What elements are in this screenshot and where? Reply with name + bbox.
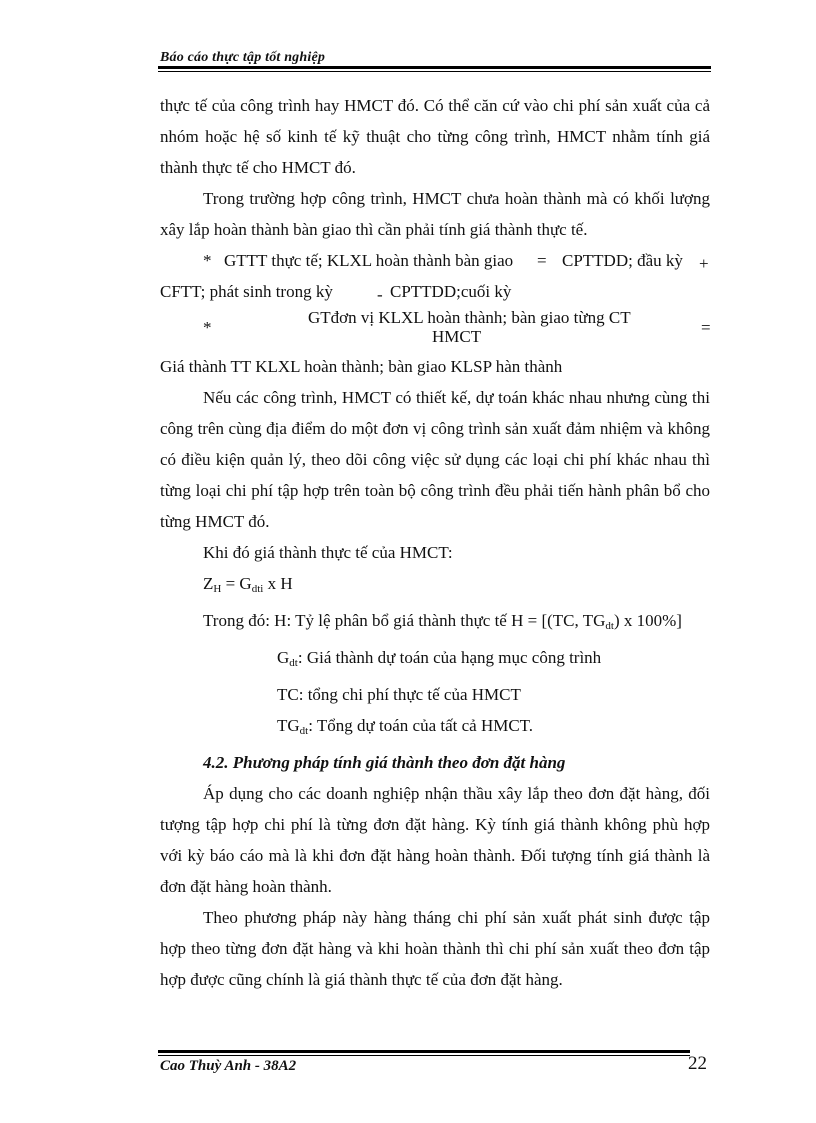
formula-1-right: CPTTDD; đầu kỳ [562, 251, 683, 270]
definition-h-sub: dt [605, 620, 614, 632]
paragraph-6: Theo phương pháp này hàng tháng chi phí sản xuất phát sinh được tập hợp theo từng đơn đặt hàng và khi hoàn thành thì chi phí sản xuất theo đơn tập hợp được cũng chính là giá thành thực tế của đơn đặt hàng. [160, 908, 710, 989]
footer-rule [158, 1050, 690, 1053]
paragraph-3: Nếu các công trình, HMCT có thiết kế, dự toán khác nhau nhưng cùng thi công trên cùng địa điểm do một đơn vị công trình sản xuất đảm nhiệm và không có điều kiện quản lý, theo dõi công việc sử dụng các loại chi phí khác nhau thì từng loại chi phí tập hợp trên toàn bộ công trình đều phải tiến hành phân bổ cho từng HMCT đó. [160, 388, 710, 531]
paragraph-5: Áp dụng cho các doanh nghiệp nhận thầu xây lắp theo đơn đặt hàng, đối tượng tập hợp chi phí là từng đơn đặt hàng. Kỳ tính giá thành không phù hợp với kỳ báo cáo mà là khi đơn đặt hàng hoàn thành. Đối tượng tính giá thành là đơn đặt hàng hoàn thành. [160, 784, 710, 896]
formula-2-result: Giá thành TT KLXL hoàn thành; bàn giao KLSP hàn thành [160, 357, 563, 376]
definition-h-a: Trong đó: H: Tỷ lệ phân bổ giá thành thực tế H = [(TC, TG [203, 611, 606, 630]
formula-1-plus: + [699, 254, 709, 273]
definition-tg-sub: dt [299, 725, 309, 737]
paragraph-4: Khi đó giá thành thực tế của HMCT: [203, 543, 453, 562]
definition-g [160, 642, 710, 679]
formula-3-tail: x H [263, 574, 293, 593]
formula-2-star: * [203, 318, 212, 337]
formula-3-g-sub: dti [251, 583, 264, 595]
formula-1-line-2 [160, 276, 710, 307]
header-rule [158, 66, 711, 69]
formula-1-line-1 [160, 245, 710, 276]
definition-g-label: G [277, 648, 290, 667]
header-rule-thin [158, 71, 711, 72]
section-heading: 4.2. Phương pháp tính giá thành theo đơn đặt hàng [203, 753, 566, 772]
definition-h-b: ) x 100%] [613, 611, 682, 630]
paragraph-1: thực tế của công trình hay HMCT đó. Có thể căn cứ vào chi phí sản xuất của cả nhóm hoặc hệ số kinh tế kỹ thuật cho từng công trình, HMCT nhằm tính giá thành thực tế cho HMCT đó. [160, 96, 710, 177]
definition-tg-label: TG [277, 716, 300, 735]
formula-2 [160, 307, 710, 351]
formula-2-equals: = [701, 318, 711, 337]
formula-1-term-a: CFTT; phát sinh trong kỳ [160, 282, 333, 301]
formula-1-star: * [203, 251, 212, 270]
footer-rule-thin [158, 1055, 690, 1056]
formula-1-minus: - [377, 285, 383, 304]
definition-tg [160, 710, 710, 747]
formula-3 [160, 568, 710, 605]
formula-3-eq: = G [221, 574, 252, 593]
header-title: Báo cáo thực tập tốt nghiệp [160, 50, 326, 65]
formula-1-left: GTTT thực tế; KLXL hoàn thành bàn giao [224, 251, 514, 270]
definition-tc: TC: tổng chi phí thực tế của HMCT [277, 685, 521, 704]
formula-1-equals: = [537, 251, 547, 270]
definition-tg-text: : Tổng dự toán của tất cả HMCT. [308, 716, 534, 735]
footer-author: Cao Thuỳ Anh - 38A2 [160, 1058, 297, 1074]
paragraph-2: Trong trường hợp công trình, HMCT chưa hoàn thành mà có khối lượng xây lắp hoàn thành bàn giao thì cần phải tính giá thành thực tế. [160, 189, 710, 239]
formula-1-term-b: CPTTDD;cuối kỳ [390, 282, 512, 301]
definition-g-text: : Giá thành dự toán của hạng mục công trình [297, 648, 602, 667]
definition-g-sub: dt [289, 657, 298, 669]
formula-3-z: Z [203, 574, 214, 593]
body-text [160, 90, 710, 995]
formula-3-z-sub: H [213, 583, 222, 595]
definition-h [160, 605, 710, 642]
formula-2-denominator: HMCT [432, 327, 482, 346]
page-number: 22 [688, 1053, 707, 1074]
formula-2-numerator: GTđơn vị KLXL hoàn thành; bàn giao từng CT [308, 308, 631, 327]
